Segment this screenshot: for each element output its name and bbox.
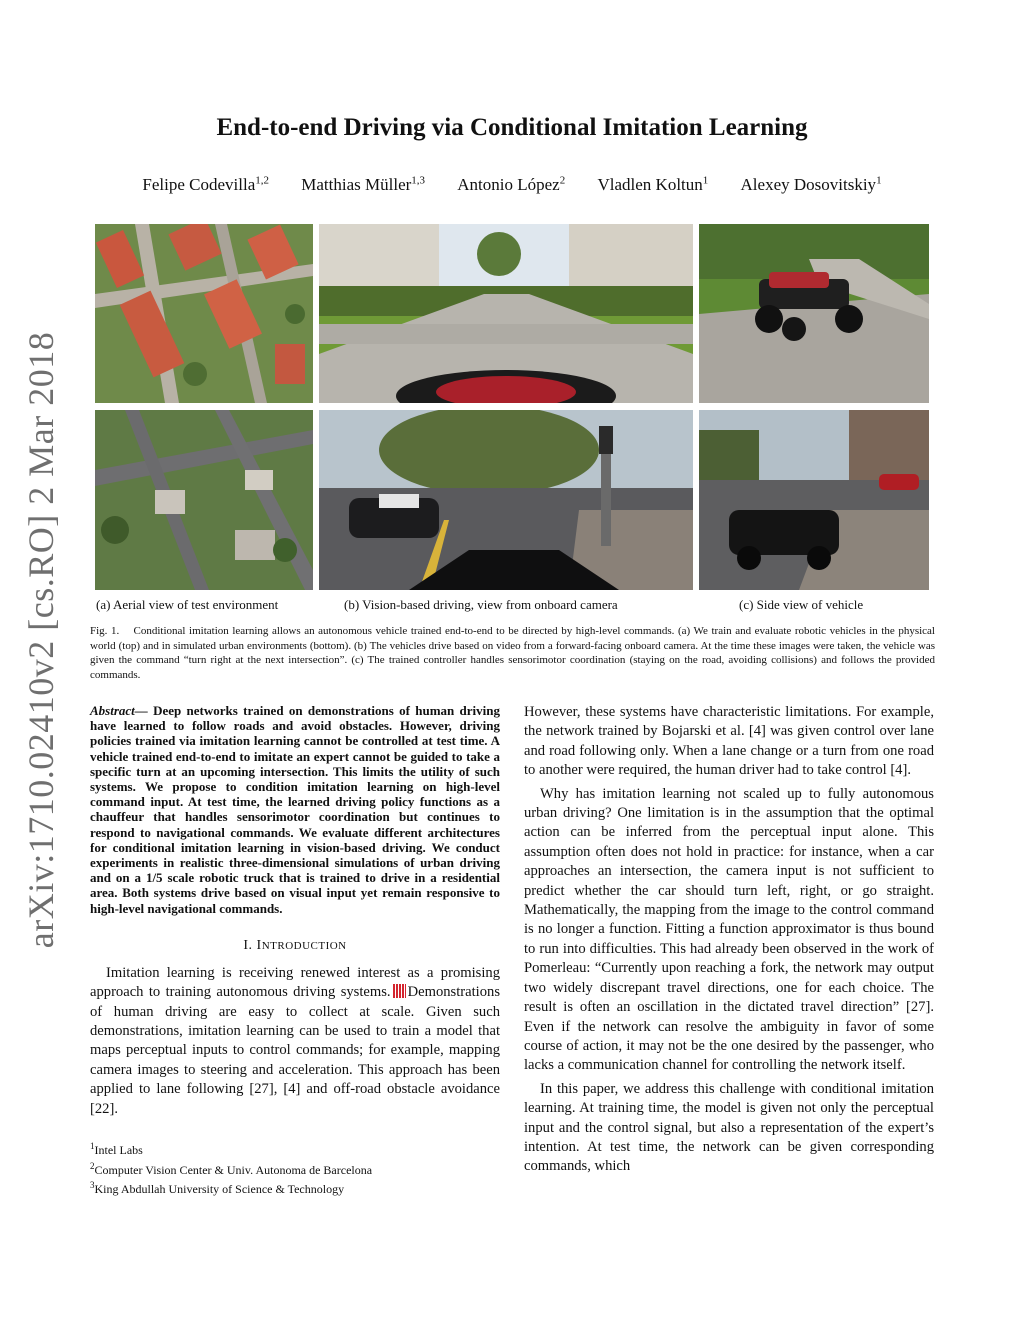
figure-label: Fig. 1. [90, 625, 120, 637]
intro-paragraph-1: Imitation learning is receiving renewed interest as a promising approach to training autonomous driving systems. Demonstrations of human driving are easy to collect at scale. Given such demonstrations, imitation learning can be used to train a model that maps perceptual inputs to control commands; for example, mapping camera images to steering and acceleration. This approach has been applied to lane following [27], [4] and off-road obstacle avoidance [22]. [90, 964, 500, 1117]
author-list [0, 174, 1024, 195]
author: Antonio López$^2$ [457, 174, 566, 194]
onboard-camera-real [319, 224, 693, 403]
arxiv-id: arXiv:1710.02410v2 [cs.RO] 2 Mar 2018 [21, 331, 61, 949]
figure-caption [90, 624, 935, 682]
arxiv-sidebar [18, 331, 64, 949]
side-view-sim [699, 410, 929, 590]
right-column [524, 703, 934, 1177]
paper-title: End-to-end Driving via Conditional Imitation Learning [216, 114, 808, 141]
intro-paragraph-3: Why has imitation learning not scaled up to fully autonomous urban driving? One limitation is in the assumption that the optimal action can be inferred from the perceptual input alone. This assumption often does not hold in practice: for instance, when a car approaches an intersection, the camera input is not sufficient to predict whether the car should turn left, right, or go straight. Mathematically, the mapping from the image to the control command is no longer a function. Fitting a function approximator is thus bound to run into difficulties. This had already been observed in the work of Pomerleau: “Currently upon reaching a fork, the network may output two widely discrepant travel directions, one for each choice. The result is often an oscillation in the dictated travel direction” [27]. Even if the network can resolve the ambiguity in favor of some course of action, it may not be the one desired by the passenger, who lacks a communication channel for controlling the network itself. [524, 785, 934, 1074]
aerial-photo-real [95, 224, 313, 403]
aerial-view-sim [95, 410, 313, 590]
intro-paragraph-2: However, these systems have characteristic limitations. For example, the network trained by Bojarski et al. [4] was given control over lane and road following only. When a lane change or a turn from one road to another were required, the human driver had to take control [4]. [524, 704, 934, 779]
author: Alexey Dosovitskiy$^1$ [740, 174, 882, 194]
author: Felipe Codevilla$^{1,2}$ [142, 174, 270, 194]
intro-paragraph-4: In this paper, we address this challenge with conditional imitation learning. At training time, the model is given not only the perceptual input and the control signal, but also a representation of the expert’s intention. At test time, the network can be given corresponding commands, which [524, 1080, 934, 1175]
subcaption-c: (c) Side view of vehicle [739, 597, 864, 612]
abstract-lead: Abstract— [90, 703, 148, 718]
abstract [90, 703, 500, 916]
subcaption-a: (a) Aerial view of test environment [96, 597, 279, 612]
barcode-placeholder-icon [393, 984, 406, 998]
side-view-real [699, 224, 929, 403]
left-column [90, 703, 500, 1198]
footnote: $^1$Intel Labs [90, 1141, 143, 1158]
author: Vladlen Koltun$^1$ [597, 174, 709, 194]
author: Matthias Müller$^{1,3}$ [301, 174, 426, 194]
figure-caption-text: Conditional imitation learning allows an autonomous vehicle trained end-to-end to be directed by high-level commands. (a) We train and evaluate robotic vehicles in the physical world (top) and in simulated urban environments (bottom). (b) The vehicles drive based on video from a forward-facing onboard camera. At the time these images were taken, the vehicle was given the command “turn right at the next intersection”. (c) The trained controller handles sensorimotor coordination (staying on the road, avoiding collisions) and follows the provided commands. [90, 625, 935, 681]
footnote: $^3$King Abdullah University of Science & Technology [90, 1180, 345, 1197]
onboard-camera-sim [319, 410, 693, 590]
subcaption-b: (b) Vision-based driving, view from onboard camera [344, 597, 618, 612]
footnote: $^2$Computer Vision Center & Univ. Autonoma de Barcelona [90, 1160, 373, 1177]
footnotes [90, 1139, 500, 1198]
section-heading-introduction: I. INTRODUCTION [243, 937, 347, 953]
abstract-text: Deep networks trained on demonstrations of human driving have learned to follow roads and avoid obstacles. However, driving policies trained via imitation learning cannot be controlled at test time. A vehicle trained end-to-end to imitate an expert cannot be guided to take a specific turn at an upcoming intersection. This limits the utility of such systems. We propose to condition imitation learning on high-level command input. At test time, the learned driving policy functions as a chauffeur that handles sensorimotor coordination but continues to respond to navigational commands. We evaluate different architectures for conditional imitation learning in vision-based driving. We conduct experiments in realistic three-dimensional simulations of urban driving and on a 1/5 scale robotic truck that is trained to drive in a residential area. Both systems drive based on visual input yet remain responsive to high-level navigational commands. [90, 703, 500, 916]
